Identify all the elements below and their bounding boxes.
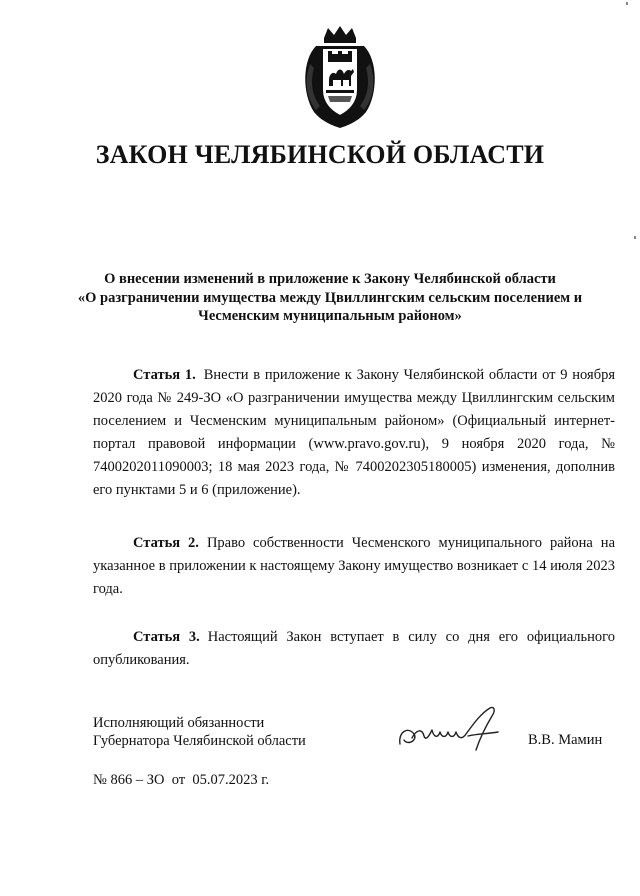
article-1-text: Внести в приложение к Закону Челябинской области от 9 ноября 2020 года № 249-ЗО «О разграничении имущества между Цвиллингским сельским поселением и Чесменским муниципальным районом» (Официальный интернет-портал правовой информации (www.pravo.gov.ru), 9 ноября 2020 года, № 7400202011090003; 18 мая 2023 года, № 7400202305180005) изменения, дополнив его пунктами 5 и 6 (приложение). [93,367,616,498]
signer-position-line: Исполняющий обязанности [93,715,265,731]
subject-line: О внесении изменений в приложение к Закону Челябинской области [104,271,556,287]
signer-position-line: Губернатора Челябинской области [93,733,306,749]
article-3-text: Настоящий Закон вступает в силу со дня его официального опубликования. [93,629,615,668]
subject-line: Чесменским муниципальным районом» [198,308,462,324]
handwritten-signature [394,704,506,756]
coat-of-arms-emblem [296,24,384,132]
article-2-text: Право собственности Чесменского муниципального района на указанное в приложении к настоящему Закону имущество возникает с 14 июля 2023 года. [93,535,616,597]
article-2-label: Статья 2. [133,535,199,551]
article-3 [93,626,615,672]
article-1-label: Статья 1. [133,367,196,383]
article-1 [93,364,615,502]
signer-name: В.В. Мамин [528,732,603,748]
law-title: ЗАКОН ЧЕЛЯБИНСКОЙ ОБЛАСТИ [95,140,545,169]
subject-line: «О разграничении имущества между Цвиллингским сельским поселением и [77,289,583,306]
article-2 [93,532,615,601]
scan-edge-mark [626,2,628,5]
law-number-date: № 866 – ЗО от 05.07.2023 г. [93,772,270,788]
scan-edge-mark [634,236,636,239]
signer-position [93,714,306,750]
article-3-label: Статья 3. [133,629,200,645]
law-subject [60,270,600,326]
